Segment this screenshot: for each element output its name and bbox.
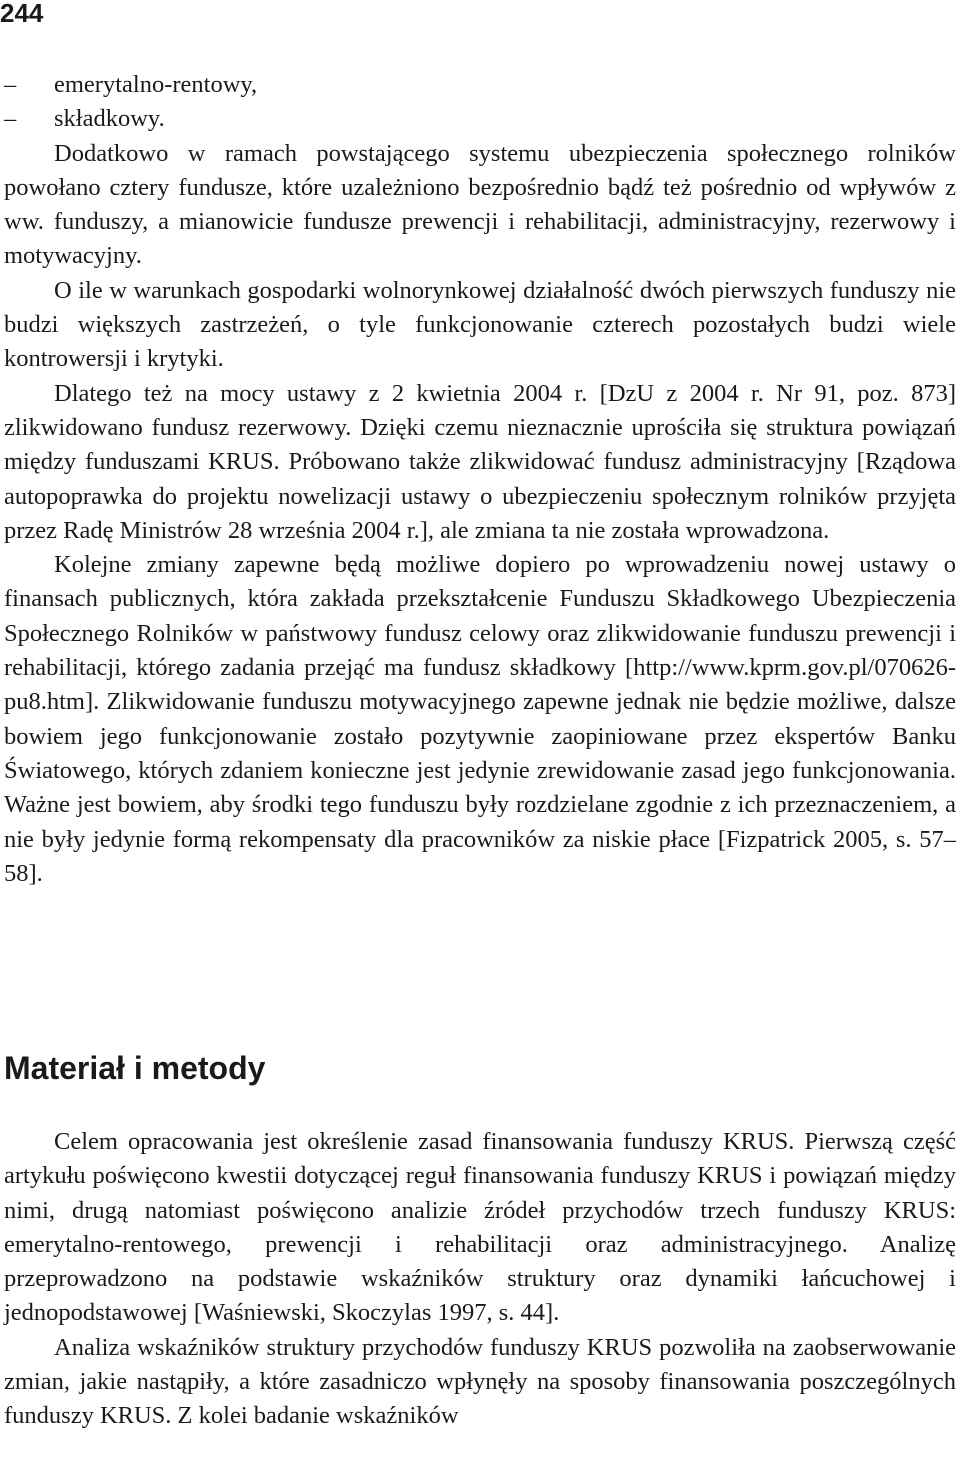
paragraph: Dodatkowo w ramach powstającego systemu ubezpieczenia społecznego rolników powołano cztery fundusze, które uzależniono bezpośrednio bądź też pośrednio od wpływów z ww. funduszy, a mianowicie fundusze prewencji i rehabilitacji, administracyjny, rezerwowy i motywacyjny. — [4, 139, 956, 270]
list-item: – emerytalno-rentowy, — [4, 68, 956, 102]
paragraph: Analiza wskaźników struktury przychodów funduszy KRUS pozwoliła na zaobserwowanie zmian, jakie nastąpiły, a które zasadniczo wpłynęły na sposoby finansowania poszczególnych funduszy KRUS. Z kolei badanie wskaźników — [4, 1333, 956, 1430]
paragraph: O ile w warunkach gospodarki wolnorynkowej działalność dwóch pierwszych funduszy nie budzi większych zastrzeżeń, o tyle funkcjonowanie czterech pozostałych budzi wiele kontrowersji i krytyki. — [4, 276, 956, 373]
paragraph: Celem opracowania jest określenie zasad finansowania funduszy KRUS. Pierwszą część artykułu poświęcono kwestii dotyczącej reguł finansowania funduszy KRUS i powiązań między nimi, drugą natomiast poświęcono analizie źródeł przychodów trzech funduszy KRUS: emerytalno-rentowego, prewencji i rehabilitacji oraz administracyjnego. Analizę przeprowadzono na podstawie wskaźników struktury oraz dynamiki łańcuchowej i jednopodstawowej [Waśniewski, Skoczylas 1997, s. 44]. — [4, 1128, 956, 1327]
body-text-bottom — [4, 1125, 956, 1434]
page-number: 244 — [0, 0, 44, 28]
section-heading: Materiał i metody — [4, 1050, 266, 1086]
paragraph: Kolejne zmiany zapewne będą możliwe dopiero po wprowadzeniu nowej ustawy o finansach publicznych, która zakłada przekształcenie Funduszu Składkowego Ubezpieczenia Społecznego Rolników w państwowy fundusz celowy oraz zlikwidowanie funduszu prewencji i rehabilitacji, którego zadania przejąć ma fundusz składkowy [http://www.kprm.gov.pl/070626-pu8.htm]. Zlikwidowanie funduszu motywacyjnego zapewne jednak nie będzie możliwe, dalsze bowiem jego funkcjonowanie zostało pozytywnie zaopiniowane przez ekspertów Banku Światowego, których zdaniem konieczne jest jedynie zrewidowanie zasad jego funkcjonowania. Ważne jest bowiem, aby środki tego funduszu były rozdzielane zgodnie z ich przeznaczeniem, a nie były jedynie formą rekompensaty dla pracowników za niskie płace [Fizpatrick 2005, s. 57–58]. — [4, 551, 956, 887]
body-text-top — [4, 68, 956, 891]
fund-list — [4, 68, 956, 137]
list-item: – składkowy. — [4, 102, 956, 136]
paragraph: Dlatego też na mocy ustawy z 2 kwietnia 2004 r. [DzU z 2004 r. Nr 91, poz. 873] zlikwidowano fundusz rezerwowy. Dzięki czemu nieznacznie uprościła się struktura powiązań między funduszami KRUS. Próbowano także zlikwidować fundusz administracyjny [Rządowa autopoprawka do projektu nowelizacji ustawy o ubezpieczeniu społecznym rolników przyjęta przez Radę Ministrów 28 września 2004 r.], ale zmiana ta nie została wprowadzona. — [4, 379, 956, 544]
